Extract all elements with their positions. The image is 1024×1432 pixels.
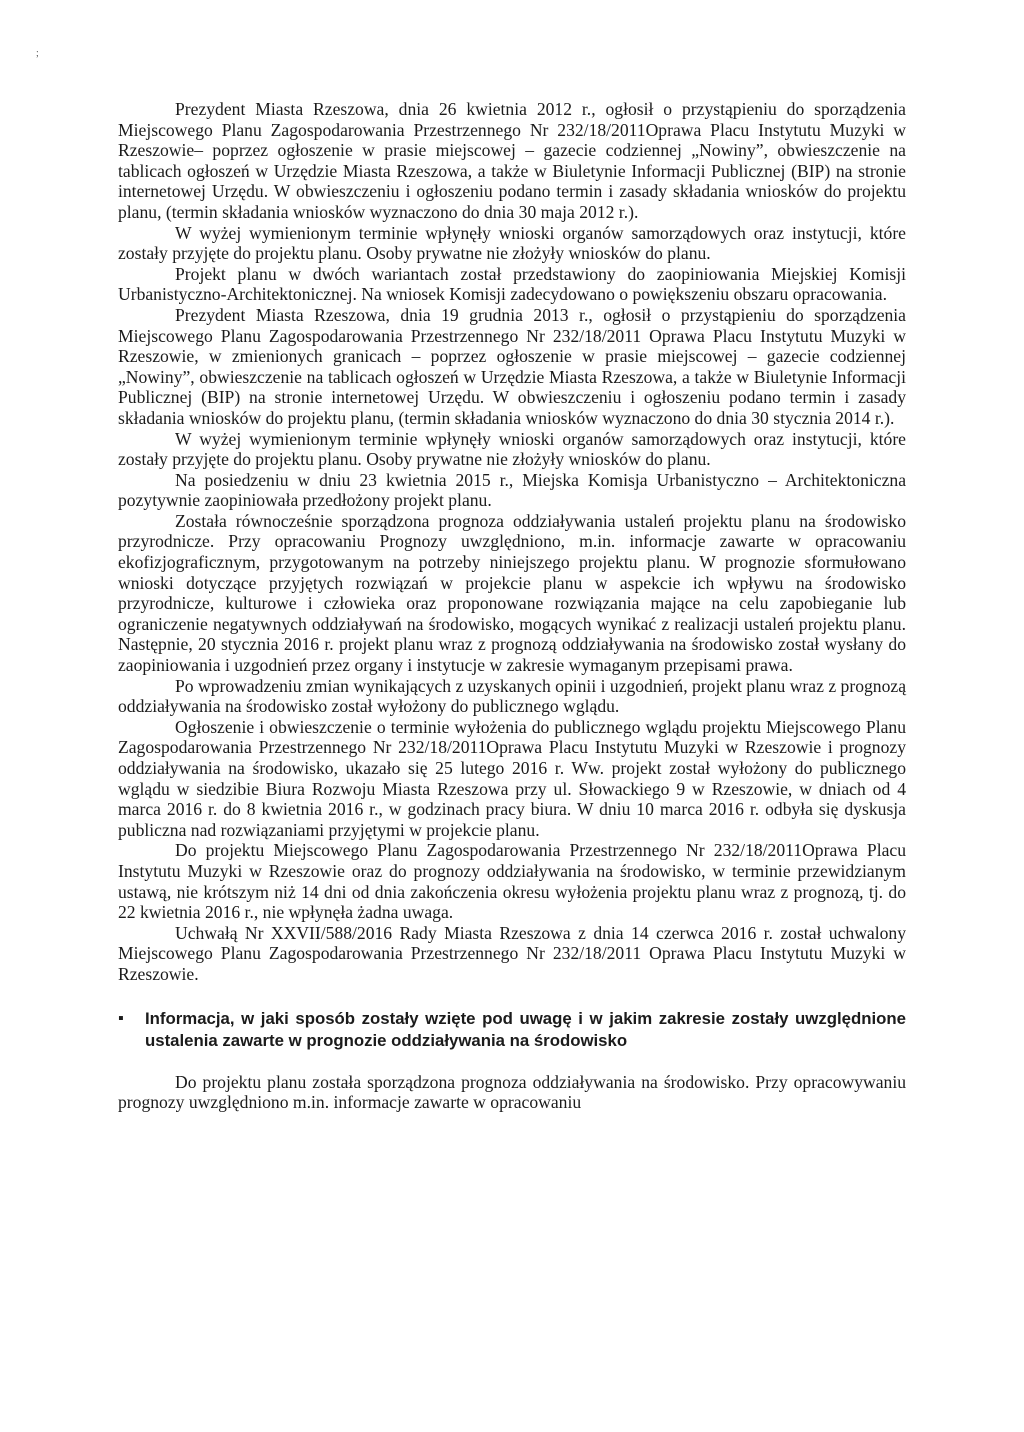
section-heading-text: Informacja, w jaki sposób zostały wzięte pod uwagę i w jakim zakresie zostały uwzględnione ustalenia zawarte w prognozie oddziaływania na środowisko [145,1008,906,1050]
scan-corner-mark: ; [36,48,39,59]
paragraph-no-comments: Do projektu Miejscowego Planu Zagospodarowania Przestrzennego Nr 232/18/2011Oprawa Placu Instytutu Muzyki w Rzeszowie oraz do prognozy oddziaływania na środowisko, w terminie przewidzianym ustawą, nie krótszym niż 14 dni od dnia zakończenia okresu wyłożenia projektu planu wraz z prognozą, tj. do 22 kwietnia 2016 r., nie wpłynęła żadna uwaga. [118,840,906,923]
paragraph-display-announcement: Ogłoszenie i obwieszczenie o terminie wyłożenia do publicznego wglądu projektu Miejscowego Planu Zagospodarowania Przestrzennego Nr 232/18/2011Oprawa Placu Instytutu Muzyki w Rzeszowie i prognozy oddziaływania na środowisko, ukazało się 25 lutego 2016 r. Ww. projekt został wyłożony do publicznego wglądu w siedzibie Biura Rozwoju Miasta Rzeszowa przy ul. Słowackiego 9 w Rzeszowie, w dniach od 4 marca 2016 r. do 8 kwietnia 2016 r., w godzinach pracy biura. W dniu 10 marca 2016 r. odbyła się dyskusja publiczna nad rozwiązaniami przyjętymi w projekcie planu. [118,716,906,840]
paragraph-public-display: Po wprowadzeniu zmian wynikających z uzyskanych opinii i uzgodnień, projekt planu wraz z prognozą oddziaływania na środowisko został wyłożony do publicznego wglądu. [118,675,906,717]
paragraph-resolution: Uchwałą Nr XXVII/588/2016 Rady Miasta Rzeszowa z dnia 14 czerwca 2016 r. został uchwalony Miejscowego Planu Zagospodarowania Przestrzennego Nr 232/18/2011 Oprawa Placu Instytutu Muzyki w Rzeszowie. [118,922,906,984]
bullet-icon: ▪ [118,1009,124,1027]
paragraph-commission-opinion: Projekt planu w dwóch wariantach został przedstawiony do zaopiniowania Miejskiej Komisji Urbanistyczno-Architektonicznej. Na wniosek Komisji zadecydowano o powiększeniu obszaru opracowania. [118,263,906,305]
paragraph-environmental-forecast: Została równocześnie sporządzona prognoza oddziaływania ustaleń projektu planu na środowisko przyrodnicze. Przy opracowaniu Prognozy uwzględniono, m.in. informacje zawarte w opracowaniu ekofizjograficznym, przygotowanym na potrzeby niniejszego projektu planu. W prognozie sformułowano wnioski dotyczące przyjętych rozwiązań w projekcie planu w aspekcie ich wpływu na środowisko przyrodnicze, kulturowe i człowieka oraz proponowane rozwiązania mające na celu zapobieganie lub ograniczenie negatywnych oddziaływań na środowisko, mogących wynikać z realizacji ustaleń projektu planu. Następnie, 20 stycznia 2016 r. projekt planu wraz z prognozą oddziaływania na środowisko został wysłany do zaopiniowania i uzgodnień przez organy i instytucje w zakresie wymaganym przepisami prawa. [118,510,906,676]
section-heading [118,1008,906,1052]
document-body [118,99,906,1113]
paragraph-closing: Do projektu planu została sporządzona prognoza oddziaływania na środowisko. Przy opracowywaniu prognozy uwzględniono m.in. informacje zawarte w opracowaniu [118,1071,906,1113]
paragraph-applications-2012: W wyżej wymienionym terminie wpłynęły wnioski organów samorządowych oraz instytucji, które zostały przyjęte do projektu planu. Osoby prywatne nie złożyły wniosków do planu. [118,222,906,264]
paragraph-plan-announcement-2012: Prezydent Miasta Rzeszowa, dnia 26 kwietnia 2012 r., ogłosił o przystąpieniu do sporządzenia Miejscowego Planu Zagospodarowania Przestrzennego Nr 232/18/2011Oprawa Placu Instytutu Muzyki w Rzeszowie– poprzez ogłoszenie w prasie miejscowej – gazecie codziennej „Nowiny”, obwieszczenie na tablicach ogłoszeń w Urzędzie Miasta Rzeszowa, a także w Biuletynie Informacji Publicznej (BIP) na stronie internetowej Urzędu. W obwieszczeniu i ogłoszeniu podano termin i zasady składania wniosków do projektu planu, (termin składania wniosków wyznaczono do dnia 30 maja 2012 r.). [118,99,906,222]
paragraph-commission-meeting-2015: Na posiedzeniu w dniu 23 kwietnia 2015 r., Miejska Komisja Urbanistyczno – Architektoniczna pozytywnie zaopiniowała przedłożony projekt planu. [118,469,906,511]
paragraph-applications-2014: W wyżej wymienionym terminie wpłynęły wnioski organów samorządowych oraz instytucji, które zostały przyjęte do projektu planu. Osoby prywatne nie złożyły wniosków do planu. [118,428,906,470]
paragraph-plan-announcement-2013: Prezydent Miasta Rzeszowa, dnia 19 grudnia 2013 r., ogłosił o przystąpieniu do sporządzenia Miejscowego Planu Zagospodarowania Przestrzennego Nr 232/18/2011 Oprawa Placu Instytutu Muzyki w Rzeszowie, w zmienionych granicach – poprzez ogłoszenie w prasie miejscowej – gazecie codziennej „Nowiny”, obwieszczenie na tablicach ogłoszeń w Urzędzie Miasta Rzeszowa, a także w Biuletynie Informacji Publicznej (BIP) na stronie internetowej Urzędu. W obwieszczeniu i ogłoszeniu podano termin i zasady składania wniosków do projektu planu, (termin składania wniosków wyznaczono do dnia 30 stycznia 2014 r.). [118,304,906,428]
